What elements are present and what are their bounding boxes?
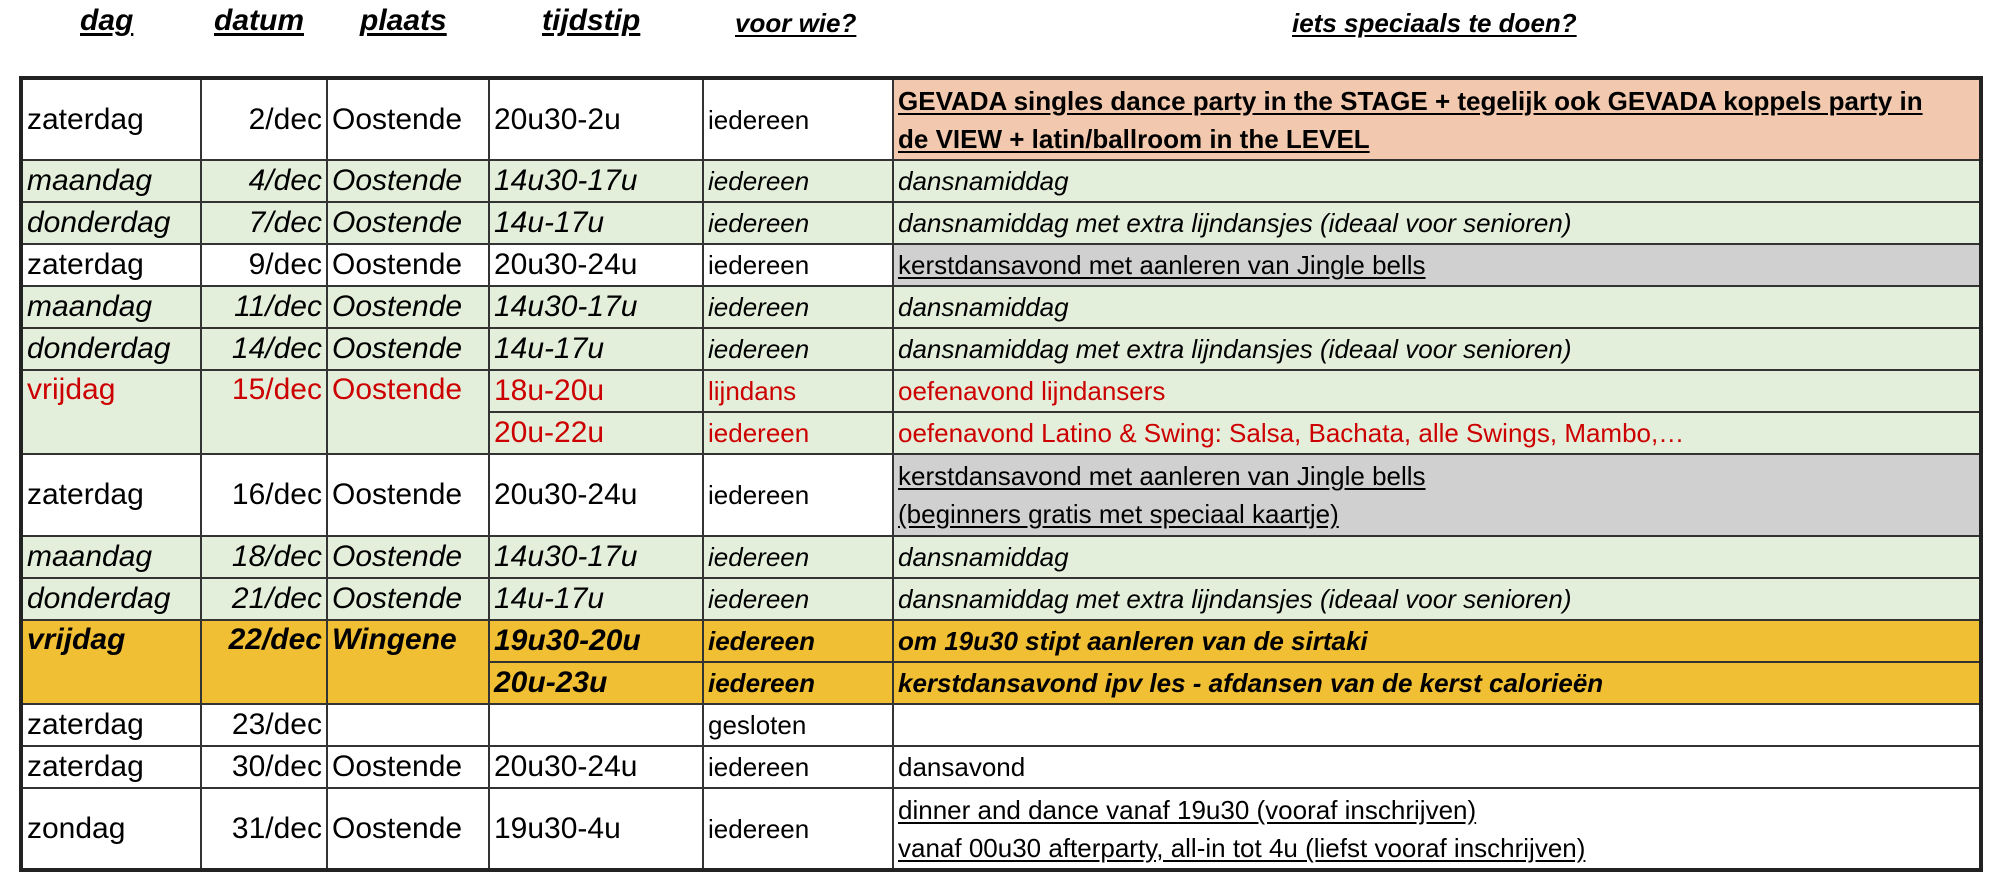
table-row (21, 536, 1981, 578)
cell-dag: zaterdag (21, 704, 201, 746)
cell-voor-wie: iedereen (703, 620, 893, 662)
cell-datum: 23/dec (201, 704, 327, 746)
cell-tijdstip: 14u30-17u (489, 536, 703, 578)
cell-dag: maandag (21, 160, 201, 202)
cell-speciaal: dansnamiddag met extra lijndansjes (ideaal voor senioren) (893, 328, 1981, 370)
cell-voor-wie: iedereen (703, 578, 893, 620)
cell-speciaal: dansnamiddag (893, 286, 1981, 328)
cell-speciaal: kerstdansavond ipv les - afdansen van de kerst calorieën (893, 662, 1981, 704)
cell-speciaal (893, 244, 1981, 286)
table-row (21, 620, 1981, 662)
speciaal-line-1: dinner and dance vanaf 19u30 (vooraf inschrijven) (898, 794, 1477, 825)
cell-dag: zaterdag (21, 454, 201, 536)
cell-voor-wie: gesloten (703, 704, 893, 746)
cell-speciaal: dansnamiddag (893, 160, 1981, 202)
table-row (21, 202, 1981, 244)
cell-voor-wie: iedereen (703, 328, 893, 370)
table-row (21, 370, 1981, 412)
cell-tijdstip: 14u30-17u (489, 286, 703, 328)
speciaal-line-2: de VIEW + latin/ballroom in the LEVEL (898, 123, 1370, 154)
cell-tijdstip: 14u-17u (489, 328, 703, 370)
cell-plaats: Oostende (327, 202, 489, 244)
cell-plaats: Oostende (327, 244, 489, 286)
table-row (21, 704, 1981, 746)
cell-datum: 11/dec (201, 286, 327, 328)
cell-plaats: Wingene (327, 620, 489, 704)
cell-speciaal: om 19u30 stipt aanleren van de sirtaki (893, 620, 1981, 662)
table-row (21, 244, 1981, 286)
cell-speciaal: oefenavond Latino & Swing: Salsa, Bachata, alle Swings, Mambo,… (893, 412, 1981, 454)
cell-tijdstip: 14u-17u (489, 578, 703, 620)
cell-tijdstip: 14u30-17u (489, 160, 703, 202)
cell-datum: 18/dec (201, 536, 327, 578)
table-row (21, 788, 1981, 870)
cell-datum: 7/dec (201, 202, 327, 244)
cell-plaats: Oostende (327, 160, 489, 202)
cell-voor-wie: iedereen (703, 454, 893, 536)
cell-tijdstip: 20u-22u (489, 412, 703, 454)
cell-voor-wie: iedereen (703, 788, 893, 870)
cell-datum: 21/dec (201, 578, 327, 620)
cell-dag: zaterdag (21, 78, 201, 160)
cell-plaats: Oostende (327, 454, 489, 536)
cell-dag: donderdag (21, 202, 201, 244)
cell-plaats: Oostende (327, 78, 489, 160)
cell-datum: 14/dec (201, 328, 327, 370)
header-tijdstip: tijdstip (542, 4, 641, 37)
cell-tijdstip: 18u-20u (489, 370, 703, 412)
cell-dag: maandag (21, 536, 201, 578)
cell-plaats: Oostende (327, 328, 489, 370)
cell-tijdstip: 20u-23u (489, 662, 703, 704)
table-row (21, 160, 1981, 202)
cell-dag: maandag (21, 286, 201, 328)
schedule-table (19, 76, 1983, 872)
cell-datum: 30/dec (201, 746, 327, 788)
speciaal-line-1: kerstdansavond met aanleren van Jingle bells (898, 461, 1426, 491)
cell-tijdstip: 14u-17u (489, 202, 703, 244)
table-row (21, 454, 1981, 536)
table-row (21, 286, 1981, 328)
cell-dag: vrijdag (21, 620, 201, 704)
header-datum: datum (214, 4, 304, 37)
header-voor-wie: voor wie? (735, 8, 857, 38)
cell-voor-wie: iedereen (703, 412, 893, 454)
cell-speciaal (893, 788, 1981, 870)
header-plaats: plaats (360, 4, 447, 37)
cell-dag: zondag (21, 788, 201, 870)
cell-dag: donderdag (21, 578, 201, 620)
cell-speciaal: oefenavond lijndansers (893, 370, 1981, 412)
cell-voor-wie: iedereen (703, 746, 893, 788)
cell-plaats (327, 704, 489, 746)
cell-tijdstip: 19u30-4u (489, 788, 703, 870)
cell-datum: 9/dec (201, 244, 327, 286)
cell-plaats: Oostende (327, 788, 489, 870)
header-dag: dag (80, 4, 134, 37)
speciaal-line-1: GEVADA singles dance party in the STAGE + tegelijk ook GEVADA koppels party in (898, 85, 1923, 116)
cell-voor-wie: lijndans (703, 370, 893, 412)
cell-voor-wie: iedereen (703, 536, 893, 578)
cell-speciaal: dansavond (893, 746, 1981, 788)
cell-voor-wie: iedereen (703, 78, 893, 160)
cell-datum: 31/dec (201, 788, 327, 870)
cell-voor-wie: iedereen (703, 286, 893, 328)
cell-tijdstip: 20u30-2u (489, 78, 703, 160)
cell-voor-wie: iedereen (703, 202, 893, 244)
cell-datum: 2/dec (201, 78, 327, 160)
cell-speciaal (893, 454, 1981, 536)
cell-speciaal: dansnamiddag met extra lijndansjes (ideaal voor senioren) (893, 202, 1981, 244)
table-row (21, 746, 1981, 788)
cell-plaats: Oostende (327, 746, 489, 788)
cell-datum: 16/dec (201, 454, 327, 536)
cell-speciaal: dansnamiddag (893, 536, 1981, 578)
cell-voor-wie: iedereen (703, 244, 893, 286)
cell-tijdstip: 19u30-20u (489, 620, 703, 662)
cell-voor-wie: iedereen (703, 662, 893, 704)
table-row (21, 78, 1981, 160)
cell-plaats: Oostende (327, 578, 489, 620)
speciaal-line-2: vanaf 00u30 afterparty, all-in tot 4u (liefst vooraf inschrijven) (898, 832, 1586, 863)
cell-plaats: Oostende (327, 370, 489, 454)
cell-dag: vrijdag (21, 370, 201, 454)
cell-tijdstip: 20u30-24u (489, 454, 703, 536)
cell-tijdstip: 20u30-24u (489, 746, 703, 788)
speciaal-text: kerstdansavond met aanleren van Jingle bells (898, 250, 1426, 280)
cell-datum: 22/dec (201, 620, 327, 704)
speciaal-line-2: (beginners gratis met speciaal kaartje) (898, 499, 1339, 529)
cell-speciaal (893, 78, 1981, 160)
cell-dag: zaterdag (21, 244, 201, 286)
cell-dag: donderdag (21, 328, 201, 370)
header-speciaal: iets speciaals te doen? (1292, 8, 1577, 38)
cell-datum: 4/dec (201, 160, 327, 202)
cell-tijdstip: 20u30-24u (489, 244, 703, 286)
cell-plaats: Oostende (327, 286, 489, 328)
cell-plaats: Oostende (327, 536, 489, 578)
cell-speciaal (893, 704, 1981, 746)
cell-datum: 15/dec (201, 370, 327, 454)
cell-dag: zaterdag (21, 746, 201, 788)
cell-tijdstip (489, 704, 703, 746)
table-row (21, 328, 1981, 370)
cell-speciaal: dansnamiddag met extra lijndansjes (ideaal voor senioren) (893, 578, 1981, 620)
cell-voor-wie: iedereen (703, 160, 893, 202)
table-row (21, 578, 1981, 620)
